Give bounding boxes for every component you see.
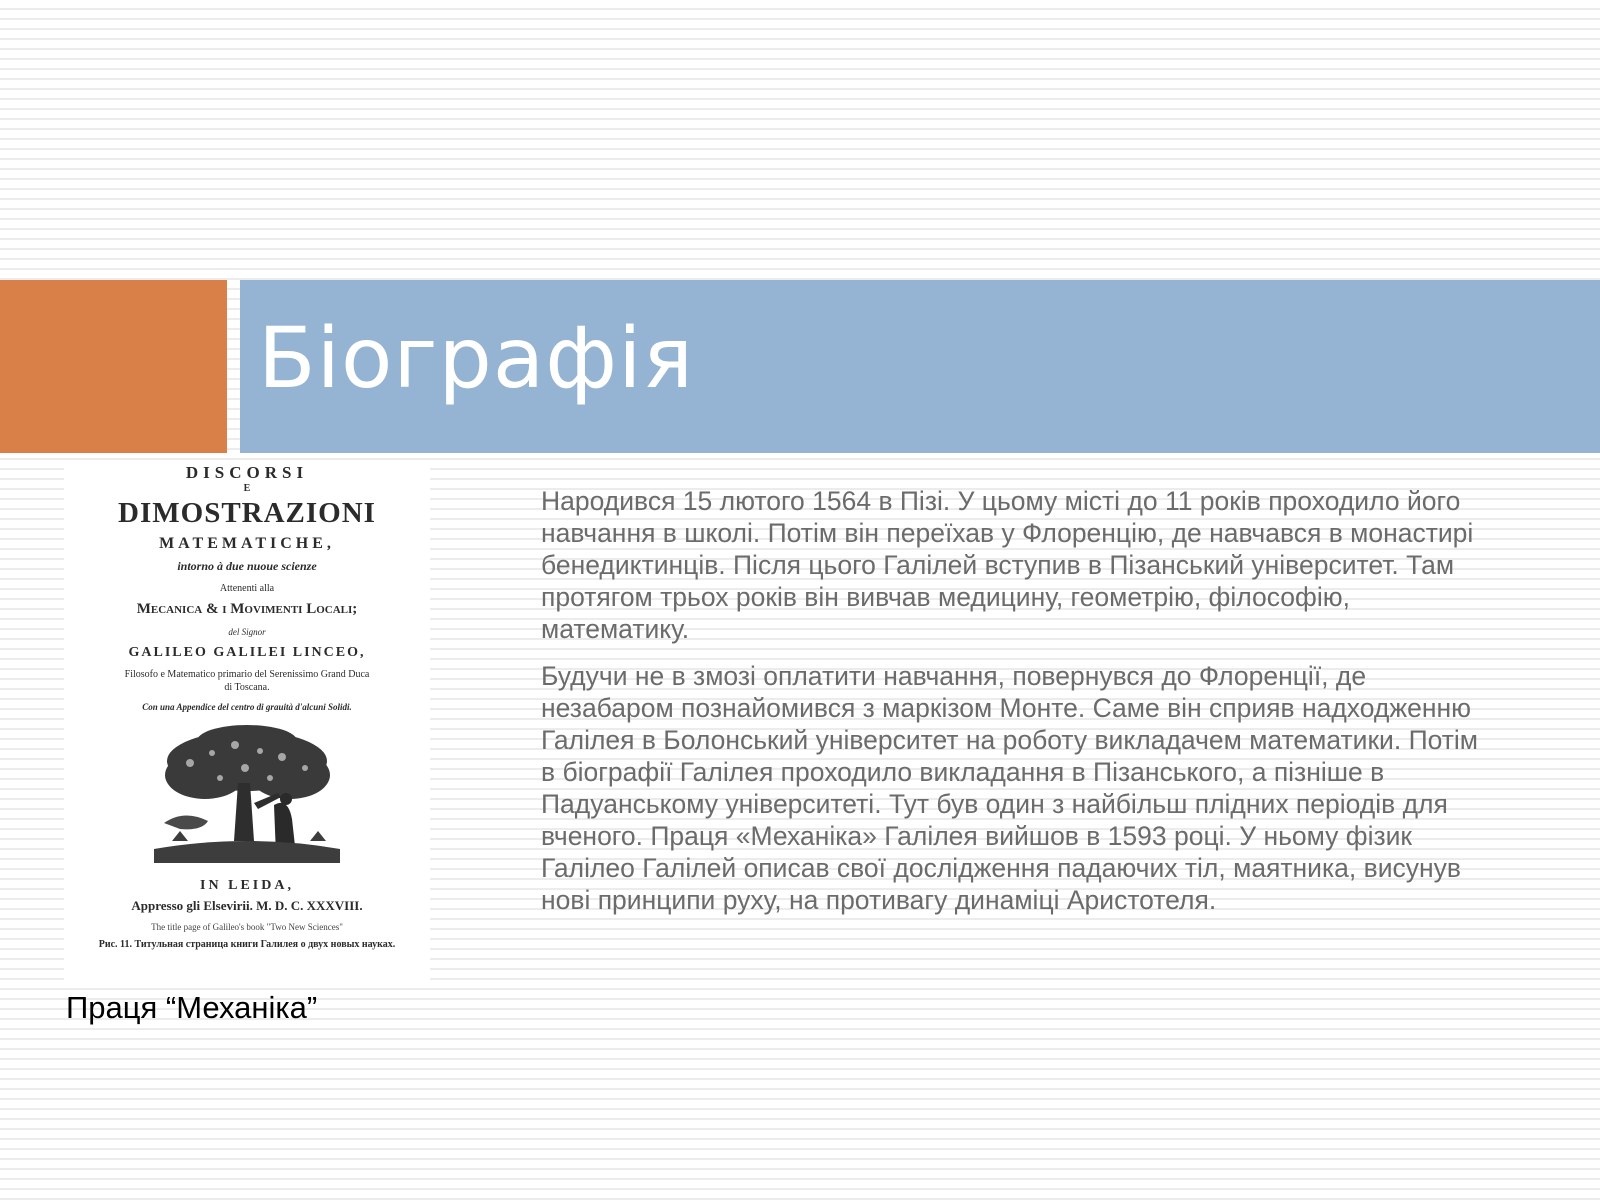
title-page-line: Appresso gli Elsevirii. M. D. C. XXXVIII. (131, 898, 363, 913)
title-page-line: The title page of Galileo's book "Two New Sciences" (151, 922, 343, 932)
title-page-line: del Signor (228, 627, 266, 637)
title-page-line: MATEMATICHE, (159, 535, 335, 552)
title-page-line: Mecanica & i Movimenti Locali; (136, 601, 358, 617)
title-page-line: DIMOSTRAZIONI (118, 497, 376, 529)
slide-title: Біографія (258, 309, 694, 407)
paragraph: Народився 15 лютого 1564 в Пізі. У цьому місті до 11 років проходило його навчання в школі. Потім він переїхав у Флоренцію, де навчався в монастирі бенедиктинців. Після цього Галілей вступив в Пізанський університет. Там протягом трьох років він вивчав медицину, геометрію, філософію, математику. (541, 486, 1474, 644)
accent-block (0, 280, 227, 453)
title-page-line: DISCORSI (185, 463, 309, 482)
title-page-line: Attenenti alla (219, 583, 275, 594)
title-page-line: intorno à due nuoue scienze (177, 559, 317, 573)
book-title-page-image (64, 461, 430, 983)
title-page-line: Con una Appendice del centro di grauità d'alcuni Solidi. (142, 702, 352, 712)
paragraph: Будучи не в змозі оплатити навчання, повернувся до Флоренції, де незабаром познайомився з маркізом Монте. Саме він сприяв надходженню Галілея в Болонський університет на роботу викладачем математики. Потім в біографії Галілея проходило викладання в Пізанського, а пізніше в Падуанському університеті. Тут був один з найбільш плідних періодів для вченого. Праця «Механіка» Галілея вийшов в 1593 році. У ньому фізик Галілео Галілей описав свої дослідження падаючих тіл, маятника, висунув нові принципи руху, на противагу динаміці Аристотеля. (541, 661, 1479, 915)
title-page-line: Filosofo e Matematico primario del Serenissimo Grand Duca di Toscana. (124, 669, 370, 693)
title-bar (240, 280, 1600, 453)
title-page-line: IN LEIDA, (200, 878, 294, 893)
biography-text (541, 485, 1481, 931)
figure-caption: Праця “Механіка” (66, 990, 318, 1025)
title-page-line: Рис. 11. Титульная страница книги Галилея о двух новых науках. (98, 939, 396, 950)
title-page-line: E (243, 483, 251, 494)
title-page-line: GALILEO GALILEI LINCEO, (128, 645, 366, 660)
printer-emblem-tree-icon (150, 723, 344, 871)
